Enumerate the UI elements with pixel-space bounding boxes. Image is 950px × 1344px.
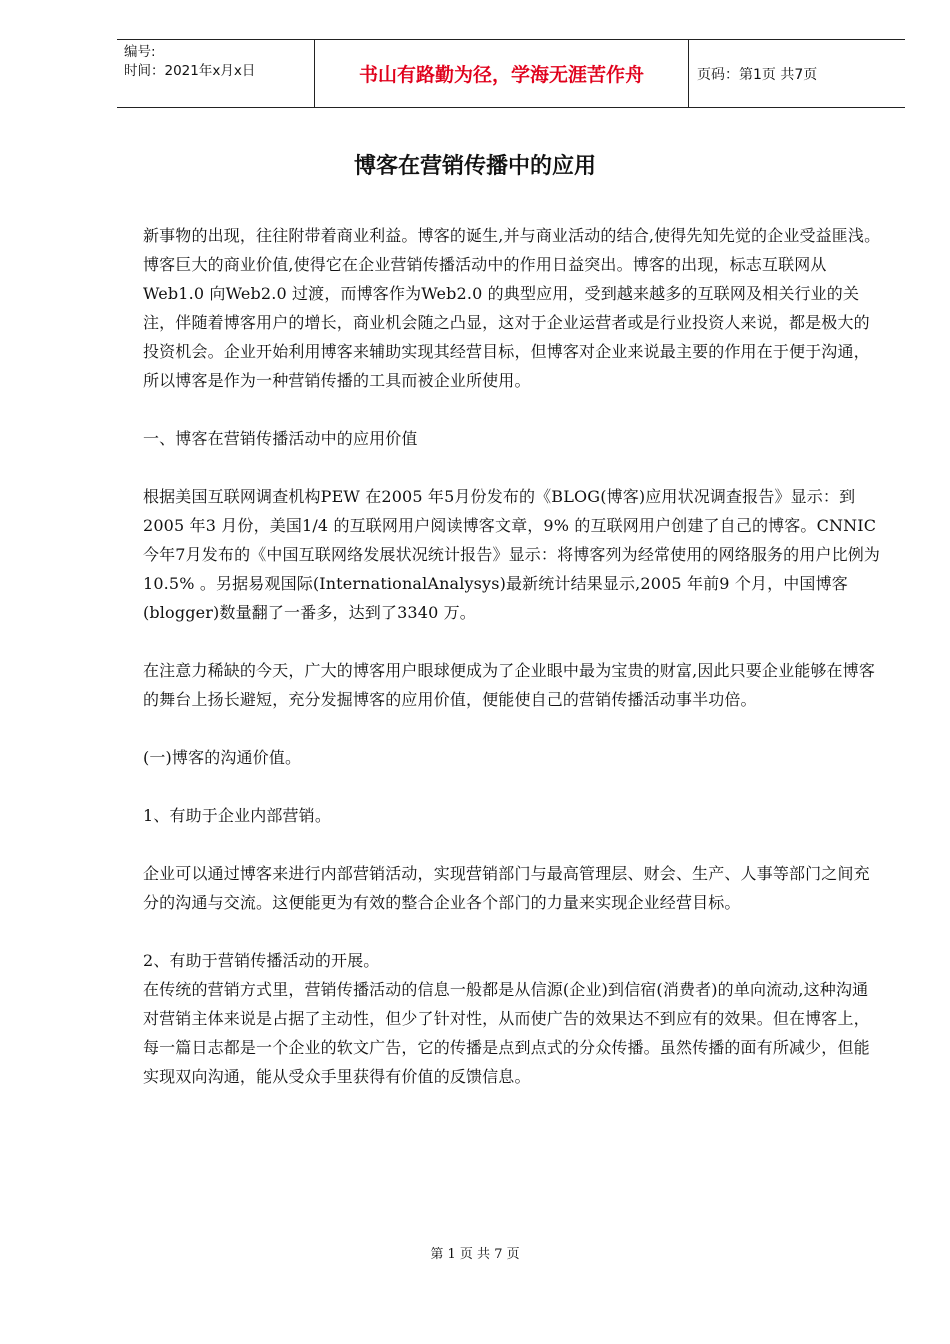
page-footer: 第 1 页 共 7 页: [430, 1247, 520, 1262]
section-heading-1: 一、博客在营销传播活动中的应用价值: [143, 429, 418, 448]
paragraph-intro: 新事物的出现，往往附带着商业利益。博客的诞生,并与商业活动的结合,使得先知先觉的企业受益匪浅。博客巨大的商业价值,使得它在企业营销传播活动中的作用日益突出。博客的出现，标志互联网从Web1.0 向Web2.0 过渡，而博客作为Web2.0 的典型应用，受到越来越多的互联网及相关行业的关注，伴随着博客用户的增长，商业机会随之凸显，这对于企业运营者或是行业投资人来说，都是极大的投资机会。企业开始利用博客来辅助实现其经营目标，但博客对企业来说最主要的作用在于便于沟通，所以博客是作为一种营销传播的工具而被企业所使用。: [143, 226, 881, 390]
point-heading-2: 2、有助于营销传播活动的开展。: [143, 951, 380, 970]
paragraph-statistics: 根据美国互联网调查机构PEW 在2005 年5月份发布的《BLOG(博客)应用状况调查报告》显示：到2005 年3 月份，美国1/4 的互联网用户阅读博客文章，9% 的互联网用户创建了自己的博客。CNNIC 今年7月发布的《中国互联网络发展状况统计报告》显示：将博客列为经常使用的网络服务的用户比例为10.5% 。另据易观国际(InternationalAnalysys)最新统计结果显示,2005 年前9 个月，中国博客(blogger)数量翻了一番多，达到了3340 万。: [143, 487, 881, 622]
paragraph-communication: 在传统的营销方式里，营销传播活动的信息一般都是从信源(企业)到信宿(消费者)的单向流动,这种沟通对营销主体来说是占据了主动性，但少了针对性，从而使广告的效果达不到应有的效果。但在博客上，每一篇日志都是一个企业的软文广告，它的传播是点到点式的分众传播。虽然传播的面有所减少，但能实现双向沟通，能从受众手里获得有价值的反馈信息。: [143, 980, 870, 1086]
time-label: 时间：2021年x月x日: [124, 63, 256, 79]
point-heading-1: 1、有助于企业内部营销。: [143, 806, 331, 825]
document-title: 博客在营销传播中的应用: [353, 154, 596, 179]
header-meta: [117, 40, 315, 107]
number-label: 编号:: [124, 44, 156, 60]
subsection-heading-1: (一)博客的沟通价值。: [143, 748, 302, 767]
page-header: [117, 39, 905, 108]
header-motto: 书山有路勤为径，学海无涯苦作舟: [315, 40, 689, 107]
paragraph-internal-marketing: 企业可以通过博客来进行内部营销活动，实现营销部门与最高管理层、财会、生产、人事等部门之间充分的沟通与交流。这便能更为有效的整合企业各个部门的力量来实现企业经营目标。: [143, 864, 870, 912]
header-page-label: 页码：第1页 共7页: [697, 66, 818, 83]
paragraph-attention: 在注意力稀缺的今天，广大的博客用户眼球便成为了企业眼中最为宝贵的财富,因此只要企业能够在博客的舞台上扬长避短，充分发掘博客的应用价值，便能使自己的营销传播活动事半功倍。: [143, 661, 875, 709]
document-body: [143, 221, 883, 1091]
